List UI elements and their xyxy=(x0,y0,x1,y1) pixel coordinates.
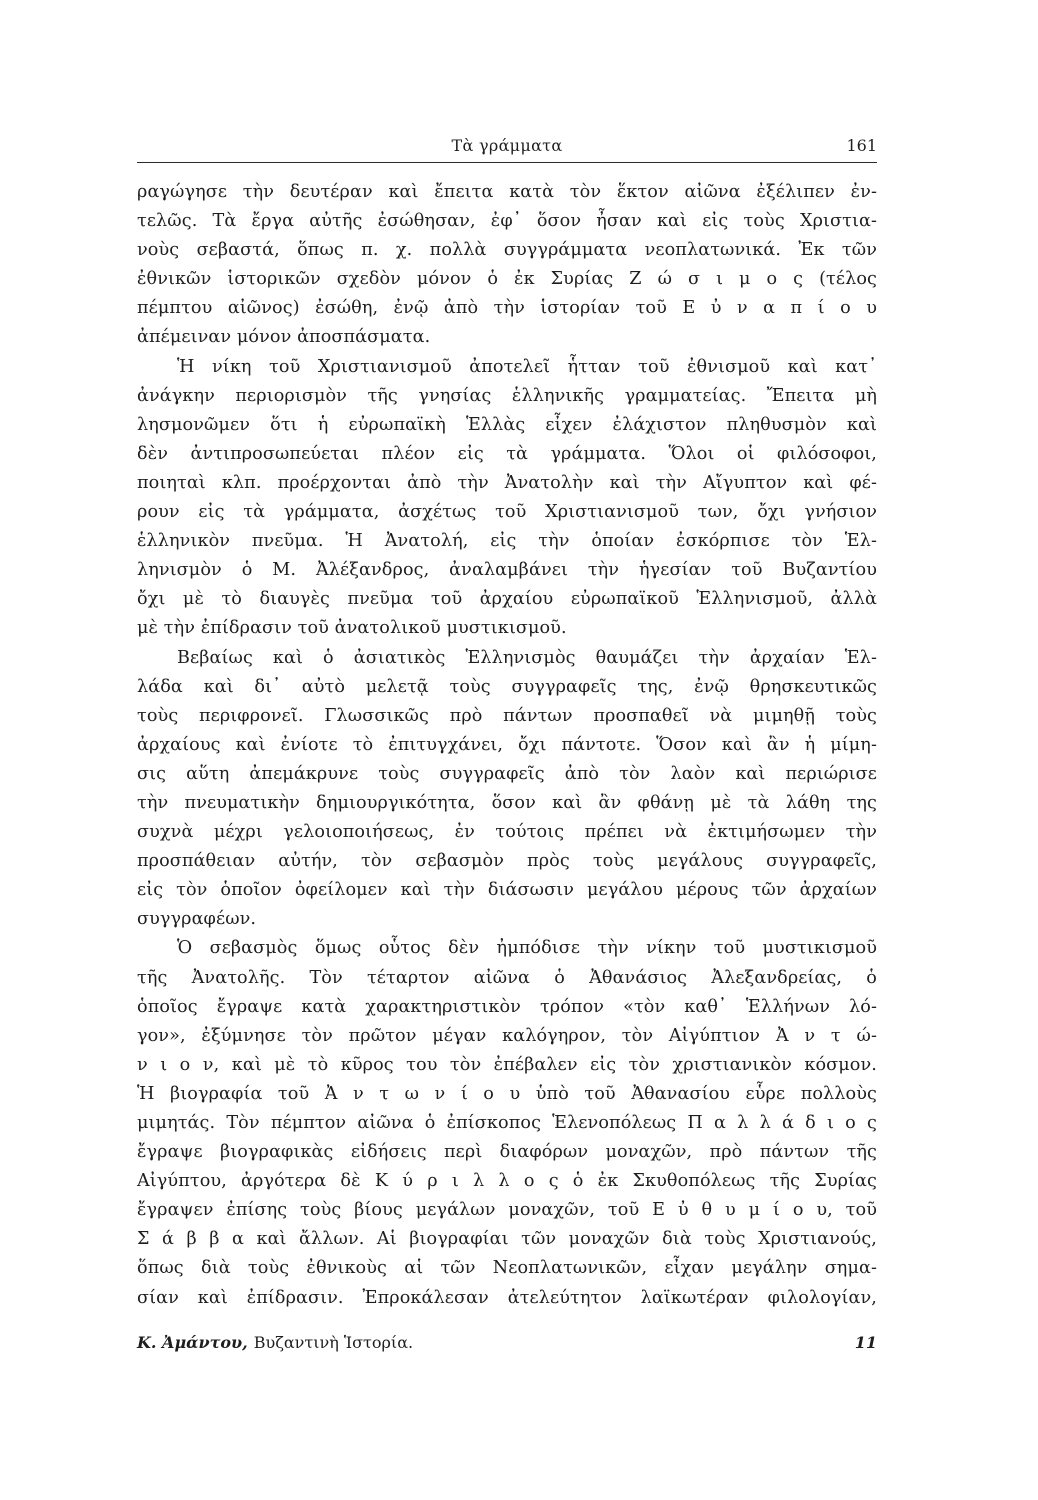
text-line: σίαν καὶ ἐπίδρασιν. Ἐπροκάλεσαν ἀτελεύτητον λαϊκωτέραν φιλολογίαν, xyxy=(137,1287,877,1308)
text-line: λησμονῶμεν ὅτι ἡ εὐρωπαϊκὴ Ἑλλὰς εἶχεν ἐλάχιστον πληθυσμὸν καὶ xyxy=(137,414,877,435)
text-line: δὲν ἀντιπροσωπεύεται πλέον εἰς τὰ γράμματα. Ὅλοι οἱ φιλόσοφοι, xyxy=(137,443,877,464)
text-line: ἑλληνικὸν πνεῦμα. Ἡ Ἀνατολή, εἰς τὴν ὁποίαν ἐσκόρπισε τὸν Ἑλ- xyxy=(137,531,877,552)
text-line: ν ι ο ν, καὶ μὲ τὸ κῦρος του τὸν ἐπέβαλεν εἰς τὸν χριστιανικὸν κόσμον. xyxy=(137,1054,877,1075)
text-line: ἔγραψε βιογραφικὰς εἰδήσεις περὶ διαφόρων μοναχῶν, πρὸ πάντων τῆς xyxy=(137,1142,877,1163)
body-text xyxy=(137,178,877,1313)
text-line: τοὺς περιφρονεῖ. Γλωσσικῶς πρὸ πάντων προσπαθεῖ νὰ μιμηθῇ τοὺς xyxy=(137,705,877,726)
text-line: Ὁ σεβασμὸς ὅμως οὗτος δὲν ἠμπόδισε τὴν νίκην τοῦ μυστικισμοῦ xyxy=(177,938,877,959)
text-line: λάδα καὶ δι᾽ αὐτὸ μελετᾷ τοὺς συγγραφεῖς της, ἐνῷ θρησκευτικῶς xyxy=(137,676,877,697)
text-line: ραγώγησε τὴν δευτέραν καὶ ἔπειτα κατὰ τὸν ἕκτον αἰῶνα ἐξέλιπεν ἐν- xyxy=(137,182,877,202)
text-line: ἔγραψεν ἐπίσης τοὺς βίους μεγάλων μοναχῶν, τοῦ Ε ὐ θ υ μ ί ο υ, τοῦ xyxy=(137,1200,877,1221)
text-line: ἐθνικῶν ἱστορικῶν σχεδὸν μόνον ὁ ἐκ Συρίας Ζ ώ σ ι μ ο ς (τέλος xyxy=(137,269,877,290)
text-line: τῆς Ἀνατολῆς. Τὸν τέταρτον αἰῶνα ὁ Ἀθανάσιος Ἀλεξανδρείας, ὁ xyxy=(137,967,877,988)
running-title: Τὰ γράμματα xyxy=(451,136,563,155)
footer-title: Βυζαντινὴ Ἱστορία. xyxy=(253,1333,414,1352)
text-line: ὄχι μὲ τὸ διαυγὲς πνεῦμα τοῦ ἀρχαίου εὐρωπαϊκοῦ Ἑλληνισμοῦ, ἀλλὰ xyxy=(137,589,877,610)
text-line: Ἡ βιογραφία τοῦ Ἀ ν τ ω ν ί ο υ ὑπὸ τοῦ Ἀθανασίου εὗρε πολλοὺς xyxy=(137,1083,877,1104)
text-line: Σ ά β β α καὶ ἄλλων. Αἱ βιογραφίαι τῶν μοναχῶν διὰ τοὺς Χριστιανούς, xyxy=(137,1229,877,1250)
text-line: ὅπως διὰ τοὺς ἐθνικοὺς αἱ τῶν Νεοπλατωνικῶν, εἶχαν μεγάλην σημα- xyxy=(137,1258,877,1279)
text-line: μὲ τὴν ἐπίδρασιν τοῦ ἀνατολικοῦ μυστικισμοῦ. xyxy=(137,618,567,639)
page-number: 161 xyxy=(846,136,877,155)
text-line: συχνὰ μέχρι γελοιοποιήσεως, ἐν τούτοις πρέπει νὰ ἐκτιμήσωμεν τὴν xyxy=(137,822,877,843)
page-footer xyxy=(137,1333,877,1361)
text-line: Ἡ νίκη τοῦ Χριστιανισμοῦ ἀποτελεῖ ἧτταν τοῦ ἐθνισμοῦ καὶ κατ᾽ xyxy=(177,356,877,377)
text-line: πέμπτου αἰῶνος) ἐσώθη, ἐνῷ ἀπὸ τὴν ἱστορίαν τοῦ Ε ὐ ν α π ί ο υ xyxy=(137,298,877,319)
text-line: ἀρχαίους καὶ ἐνίοτε τὸ ἐπιτυγχάνει, ὄχι πάντοτε. Ὅσον καὶ ἂν ἡ μίμη- xyxy=(137,734,877,755)
text-line: ρουν εἰς τὰ γράμματα, ἀσχέτως τοῦ Χριστιανισμοῦ των, ὄχι γνήσιον xyxy=(137,502,877,523)
text-line: προσπάθειαν αὐτήν, τὸν σεβασμὸν πρὸς τοὺς μεγάλους συγγραφεῖς, xyxy=(137,851,877,872)
text-line: γον», ἐξύμνησε τὸν πρῶτον μέγαν καλόγηρον, τὸν Αἰγύπτιον Ἀ ν τ ώ- xyxy=(137,1025,877,1046)
text-line: Βεβαίως καὶ ὁ ἀσιατικὸς Ἑλληνισμὸς θαυμάζει τὴν ἀρχαίαν Ἑλ- xyxy=(177,647,877,668)
header-rule xyxy=(137,162,877,163)
footer-author: Κ. Ἀμάντου, xyxy=(137,1333,248,1352)
text-line: τὴν πνευματικὴν δημιουργικότητα, ὅσον καὶ ἂν φθάνῃ μὲ τὰ λάθη της xyxy=(137,792,877,813)
text-line: νοὺς σεβαστά, ὅπως π. χ. πολλὰ συγγράμματα νεοπλατωνικά. Ἐκ τῶν xyxy=(137,240,877,261)
text-line: ληνισμὸν ὁ Μ. Ἀλέξανδρος, ἀναλαμβάνει τὴν ἡγεσίαν τοῦ Βυζαντίου xyxy=(137,560,877,581)
running-header xyxy=(137,136,877,162)
text-line: μιμητάς. Τὸν πέμπτον αἰῶνα ὁ ἐπίσκοπος Ἑλενοπόλεως Π α λ λ ά δ ι ο ς xyxy=(137,1113,877,1133)
text-line: ὁποῖος ἔγραψε κατὰ χαρακτηριστικὸν τρόπον «τὸν καθ᾽ Ἑλλήνων λό- xyxy=(137,996,877,1017)
text-line: εἰς τὸν ὁποῖον ὀφείλομεν καὶ τὴν διάσωσιν μεγάλου μέρους τῶν ἀρχαίων xyxy=(137,880,877,901)
text-line: ἀπέμειναν μόνον ἀποσπάσματα. xyxy=(137,327,431,348)
text-line: ποιηταὶ κλπ. προέρχονται ἀπὸ τὴν Ἀνατολὴν καὶ τὴν Αἴγυπτον καὶ φέ- xyxy=(137,472,877,493)
text-line: ἀνάγκην περιορισμὸν τῆς γνησίας ἑλληνικῆς γραμματείας. Ἔπειτα μὴ xyxy=(137,385,877,406)
text-line: Αἰγύπτου, ἀργότερα δὲ Κ ύ ρ ι λ λ ο ς ὁ ἐκ Σκυθοπόλεως τῆς Συρίας xyxy=(137,1171,877,1192)
signature-mark: 11 xyxy=(854,1333,877,1352)
text-line: τελῶς. Τὰ ἔργα αὐτῆς ἐσώθησαν, ἐφ᾽ ὅσον ἦσαν καὶ εἰς τοὺς Χριστια- xyxy=(137,211,877,232)
text-line: σις αὕτη ἀπεμάκρυνε τοὺς συγγραφεῖς ἀπὸ τὸν λαὸν καὶ περιώρισε xyxy=(137,763,877,784)
text-line: συγγραφέων. xyxy=(137,909,257,930)
